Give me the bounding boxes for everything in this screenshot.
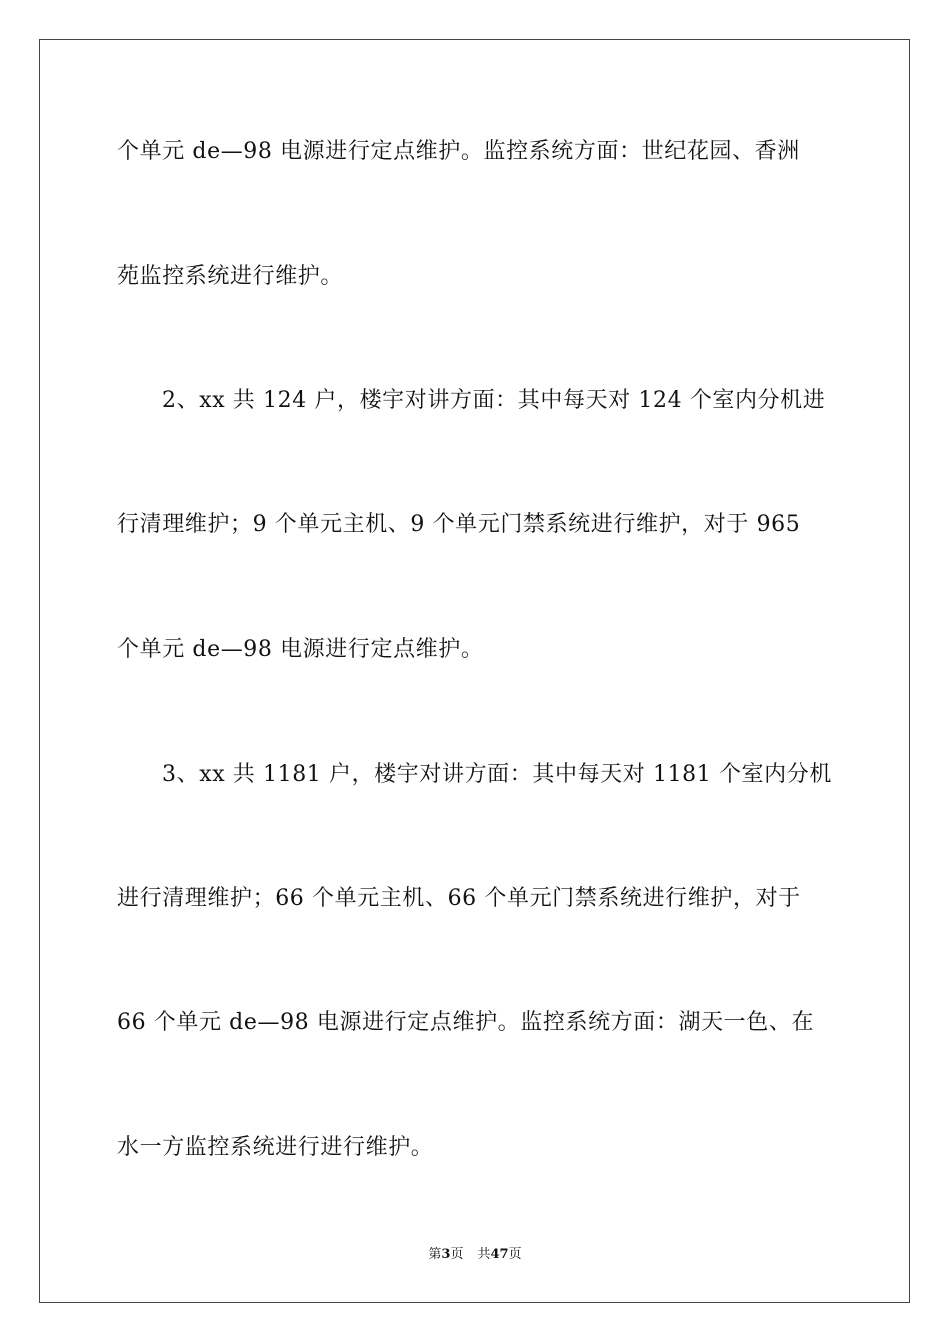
text-line-8: 66 个单元 de—98 电源进行定点维护。监控系统方面：湖天一色、在 [117,1010,815,1035]
total-prefix: 共 [477,1247,491,1262]
page-number: 3 [441,1247,451,1262]
text-line-7: 进行清理维护；66 个单元主机、66 个单元门禁系统进行维护，对于 [117,886,801,911]
page-suffix: 页 [450,1247,464,1262]
page-prefix: 第 [428,1247,442,1262]
text-line-9: 水一方监控系统进行进行维护。 [117,1135,434,1160]
text-line-6: 3、xx 共 1181 户，楼宇对讲方面：其中每天对 1181 个室内分机 [162,762,832,787]
text-line-1: 个单元 de—98 电源进行定点维护。监控系统方面：世纪花园、香洲 [117,139,800,164]
text-line-5: 个单元 de—98 电源进行定点维护。 [117,637,484,662]
text-line-3: 2、xx 共 124 户，楼宇对讲方面：其中每天对 124 个室内分机进 [162,388,826,413]
page-footer [0,1246,950,1264]
text-line-4: 行清理维护；9 个单元主机、9 个单元门禁系统进行维护，对于 965 [117,512,801,537]
total-suffix: 页 [508,1247,522,1262]
total-pages: 47 [490,1247,509,1262]
page-border [39,39,910,1303]
text-line-2: 苑监控系统进行维护。 [117,264,344,289]
